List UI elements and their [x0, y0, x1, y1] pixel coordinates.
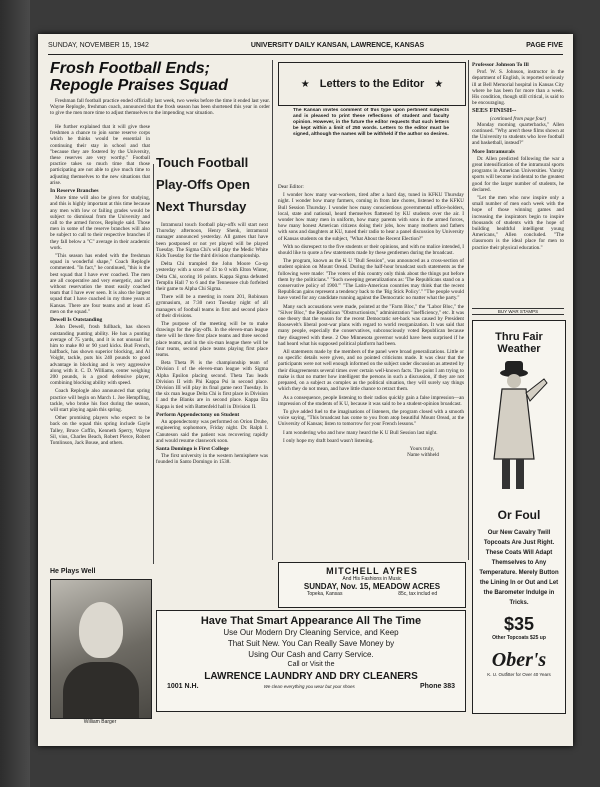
laundry-business-name: LAWRENCE LAUNDRY AND DRY CLEANERS: [204, 671, 418, 682]
touch-p1: Intramural touch football play-offs will start next Thursday afternoon, Henry Shenk, intramural manager announced yesterday. All games that have been postponed or not yet played will be played Tuesday. The Sigma Chi's will play the Medic White Kids Tuesday for the third division championship.: [156, 222, 268, 260]
letter-p5: All statements made by the members of the panel were broad generalizations. Little or no specific details were given, and no pointed criticisms made. It was clear that the participants were not well enough informed on the subject under discussion as attested by their disagreements several times over certain well-known facts. The point I am trying to make is that no matter how intelligent the persons in such a discussion, if they are not prepared, on a subject as complex as the political situation, they will surely say things which they do not mean, and have little chance to retract them.: [278, 349, 464, 393]
lawrence-laundry-ad: [156, 610, 466, 712]
laundry-line-5: Call or Visit the: [287, 661, 335, 668]
santo-domingo-headline: Santa Domingo is First College: [156, 445, 229, 452]
letter-p9: I only hope my draft board wasn't listening.: [283, 437, 374, 444]
topcoat: [494, 389, 534, 459]
header-page-number: PAGE FIVE: [526, 42, 563, 49]
ad-price: $35: [503, 614, 535, 634]
event-details: [279, 591, 465, 597]
touch-p5: Beta Theta Pi is the championship team of Division I of the eleven-man league with Sigma Alpha Epsilon placing second. Theta Tau leads Division II with Phi Kappa Psi in second place. Division III will play its final game next Tuesday. In the six man league Delta Chi is first place in Division I and the Blanks are in second place. Kappa Eta Kappa is tied with Battenfeld hall in Division II.: [156, 360, 268, 410]
letter-salutation: Dear Editor:: [278, 184, 304, 190]
letter-p7: To give added fuel to the imaginations of listeners, the program closed with a smooth voice saying, "This broadcast has come to you from atop beautiful Mount Oread, at the University of Kansas; listen to tomorrow for your French lessons.": [278, 408, 464, 428]
player-face: [79, 602, 123, 658]
laundry-line-4: Using Our Cash and Carry Service.: [248, 650, 374, 659]
laundry-phone: Phone 383: [419, 683, 455, 690]
star-icon: ★: [434, 78, 444, 90]
johnson-p: Prof. W. S. Johnson, instructor in the department of English, is reported seriously ill at Bell Memorial hospital in Kansas City where he has been for more than a week. His condition, though still critical, is said to be encouraging.: [472, 69, 564, 107]
laundry-line-2: Use Our Modern Dry Cleaning Service, and Keep: [223, 628, 399, 637]
letter-close: Yours truly,: [409, 445, 434, 452]
header-masthead: UNIVERSITY DAILY KANSAN, LAWRENCE, KANSAS: [250, 42, 425, 49]
frosh-story: [50, 98, 270, 122]
event-date: SUNDAY, Nov. 15, MEADOW ACRES: [303, 582, 441, 591]
left-leg: [502, 459, 510, 489]
player-jersey: [63, 662, 139, 718]
frosh-subhead-dewell: Dewell Is Outstanding: [50, 317, 103, 324]
obers-logo: Ober's: [491, 649, 547, 671]
photo-heading: He Plays Well: [50, 568, 96, 575]
band-name: MITCHELL AYRES: [326, 566, 418, 576]
ad-headline-weather: Weather: [497, 343, 541, 355]
letter-p1: I wonder how many war-workers, tired after a hard day, tuned in KFKU Thursday night. I wonder how many farmers, coming in from late chores, listened to the KFKU Bull Session Thursday. I wonder how many conscientious governmental office-holders, local, state and national, heard themselves flattened by KU students over the air. I wonder how many men in uniform, how many parents with sons in the armed forces, how many honest American citizens doing their jobs, how many mothers and fathers with sons and daughters at KU, tuned their radio to hear a panel discussion by University of Kansas students on the subject, "What About the Recent Election?": [278, 192, 464, 242]
left-margin-shadow: [0, 0, 30, 787]
frosh-story-col: [50, 124, 150, 562]
obers-tagline: K. U. Outfitter for Over 40 Years: [487, 672, 551, 677]
mitchell-ayres-ad: [278, 562, 466, 608]
appendectomy-p: An appendectomy was performed on Orion Drube, engineering sophomore, Friday night. Dr. Ralph I. Canuteson said the patient was recovering rapidly and would resume classwork soon.: [156, 419, 268, 444]
page-header: [48, 42, 563, 55]
ad-body: Our New Cavalry Twill Topcoats Are Just Right. These Coats Will Adapt Themselves to Any Temperature. Merely Button the Lining In or Out and Let the Barometer Indulge in Tricks.: [479, 530, 559, 606]
face: [507, 374, 521, 388]
touch-p2: Delta Chi trampled the John Moore Co-op yesterday with a score of 33 to 0 with Elton Winter, Delta Chi, scoring 16 points. Kappa Sigma defeated Templin Hall 7 to 6 and the Tennessee club forfeited their game to Alpha Chi Sigma.: [156, 261, 268, 293]
war-stamps-strip: BUY WAR STAMPS: [472, 308, 564, 315]
more-intramurals-subhead: More Intramurals: [472, 148, 515, 155]
frosh-p5: John Dewell, frosh fullback, has shown outstanding punting ability. He has a punting average of 75 yards, and it is not unusual for him to make 80 or 90 yard kicks. Bud French, halfback, has shown superior blocking, and Al Voight, tackle, puts his 240 pounds to good advantage in blocking and is very aggressive along with it. C. D. Williams, center weighing 200 pounds, is a good defensive player, combining blocking ability with speed.: [50, 324, 150, 387]
event-price: 85c, tax includ ed: [398, 591, 438, 597]
letter-p4: Many such accusations were made, pointed at the "Farm Bloc," the "Labor Bloc," the "Silver Bloc," the Republican "Obstructionists," administration "inefficiency," etc. It was one theory that the reason for the recent Democratic set-back was caused by President Roosevelt's liberal post-war plans with regard to world reorganization. It was said that many people, especially the conservatives, subconsciously voted Republican because they disagreed with these. 2 One Minnesota governor would have been surprised if he had heard what his supposed political platform had been.: [278, 303, 464, 347]
sees-finish-p3: "Let the men who now inspire only a small number of men each week with the hope of those winning games and increasing the inspirators begin to inspire thousands of students with the hope of building healthful intelligent young Americans," Allen concluded. "The classroom is the ideal place for men to practice their physical education.": [472, 195, 564, 251]
obers-topcoat-ad: [472, 320, 566, 714]
man-in-topcoat-illustration: [484, 359, 554, 499]
ad-headline-foul: Or Foul: [497, 508, 541, 522]
frosh-p7: Other promising players who expect to be back on the squad this spring include Gayle Talley, Bruce Coffin, Kenneth Sperry, Wayne Sil, vius, Charles Beach, Robert Pierce, Robert Tomlinson, Jack Bouse, and others.: [50, 415, 150, 446]
letter-p2: With no disrespect to the five students or their opinions, and with no malice intended, I should like to quote a few statements made by these gentlemen during the broadcast.: [278, 243, 464, 257]
frosh-p6: Coach Replogle also announced that spring practice will begin on March 1. Joe Hempfling, tackle, who broke his foot during the season, will start playing again this spring.: [50, 388, 150, 413]
touch-p3: There will be a meeting in room 201, Robinson gymnasium, at 7:30 next Tuesday night of all managers of football teams in first and second place of their divisions.: [156, 294, 268, 319]
sees-finish-p2: Dr. Allen predicted following the war a great intensification of the intramural sports programs in American Universities. Varsity sports will become incidental to the greatest good for the larger number of students, he declared.: [472, 155, 564, 193]
photo-caption: William Barger: [83, 719, 117, 725]
laundry-address: 1001 N.H.: [167, 683, 199, 690]
frosh-p3: More time will also be given for studying, and this is highly important at this time because any men with low or failing grades would be subject to dismissal from the University and call to the armed forces, Replogle said. Those men in some of the reserve branches will also be subject to call to their respective branches if they fall below a "C" average in their academic work.: [50, 195, 150, 251]
raised-arm: [526, 379, 547, 401]
header-date: SUNDAY, NOVEMBER 15, 1942: [48, 42, 149, 49]
right-column-news: [472, 60, 564, 304]
letter-p3: The program, known as the K U "Bull Session", was announced as a cross-section of student opinion on Mount Oread. During the half-hour broadcast such statements as the following were made: "The voters of this country only think about the things put before them by the politicians." "Such sweeping generalizations as: 'The Republicans stand on a conservative policy of 1900.'" "The Latin-American countries may think that the recent Republican gains represent a tendency back to the 'Big Stick Policy'." "The people would have voted for any candidate running against the Democratic no matter what the party.": [278, 258, 464, 302]
touch-p4: The purpose of the meeting will be to make drawings for the play-offs. In the eleven-man league there will be three first place teams and three second place teams, and in the six-man league there will be four teams, second place teams playing first place teams.: [156, 321, 268, 359]
ad-other-price: Other Topcoats $25 up: [492, 635, 546, 641]
letter-p8: I am wondering who and how many heard the K U Bull Session last night.: [283, 429, 438, 436]
laundry-headline: Have That Smart Appearance All The Time: [200, 615, 422, 627]
letter-body: [278, 184, 464, 560]
ad-headline-fair: Thru Fair: [495, 331, 543, 343]
touch-football-story: [156, 222, 268, 624]
band-subtitle: And His Fashions in Music: [342, 576, 402, 582]
sees-finish-p1: Monday morning quarterbacks," Allen continued. "Why aren't these films shown at the University to students who love football and basketball, instead?": [472, 121, 564, 147]
continued-note: (continued from page four): [489, 115, 547, 122]
laundry-tagline: We clean everything you wear but your shoes: [263, 684, 355, 689]
column-rule: [153, 164, 154, 564]
appendectomy-headline: Perform Appendectomy on Student: [156, 411, 240, 418]
star-icon: ★: [300, 78, 310, 90]
frosh-p2: He further explained that it will give these freshmen a chance to join some reserve corps which he thinks would be essential in continuing their stay in school and that "because they are fostered by the University, these reserves are very worthy." Football practice takes so much time that those participating are not able to give much time to adjusting themselves to the new situations that arise.: [50, 124, 150, 186]
letters-banner: [278, 62, 466, 106]
santo-domingo-p: The first university in the western hemisphere was founded in Santo Domingo in 1538.: [156, 453, 268, 466]
newspaper-page: [38, 34, 573, 746]
column-rule: [468, 60, 469, 560]
letters-intro: The Kansan invites comment of this type upon pertinent subjects and is pleased to print these reflections of student and faculty opinion. However, in the future the editor requests that such letters be kept within a limit of 250 words. Letters to the editor must be signed, although the names will be withheld if the author so desires.: [293, 108, 449, 137]
letter-p6: As a consequence, people listening to their radios quickly gain a false impression—an impression of the students of K U, because it was said to be a student-opinion broadcast.: [278, 394, 464, 407]
right-leg: [516, 459, 524, 489]
letters-title: Letters to the Editor: [319, 78, 425, 90]
hat-crown: [505, 361, 523, 373]
frosh-p4: "This season has ended with the freshman squad in wonderful shape," Coach Replogle commented. "In fact," he continued, "this is the best squad that I have ever coached. The men are all cooperative and very energetic, and are without reservation the most easily coached team that I have ever seen. It is also the largest squad that I have coached in my three years at Kansas. There are four teams and at least 45 men on the squad.": [50, 253, 150, 315]
event-place: Topeka, Kansas: [306, 591, 343, 597]
laundry-footer: [157, 683, 465, 690]
sees-finish-headline: SEES FINISH--: [472, 107, 517, 115]
player-photo: [50, 579, 152, 719]
frosh-headline: Frosh Football Ends; Repogle Praises Squad: [50, 60, 228, 94]
touch-football-headline: Touch Football Play-Offs Open Next Thursday: [156, 155, 250, 214]
laundry-line-3: That Suit New. You Can Really Save Money by: [227, 639, 395, 648]
letter-signature: Name withheld: [407, 452, 439, 459]
johnson-headline: Professor Johnson To Ill: [472, 62, 529, 68]
column-rule: [272, 60, 273, 560]
frosh-p1: Freshman fall football practice ended officially last week, two weeks before the time it ended last year. Wayne Replogle, freshman coach, announced that the frosh season has been shortened this year in order to give the men more time to adjust themselves to the impending war situation.: [50, 98, 270, 117]
frosh-subhead-reserve: In Reserve Branches: [50, 188, 99, 195]
